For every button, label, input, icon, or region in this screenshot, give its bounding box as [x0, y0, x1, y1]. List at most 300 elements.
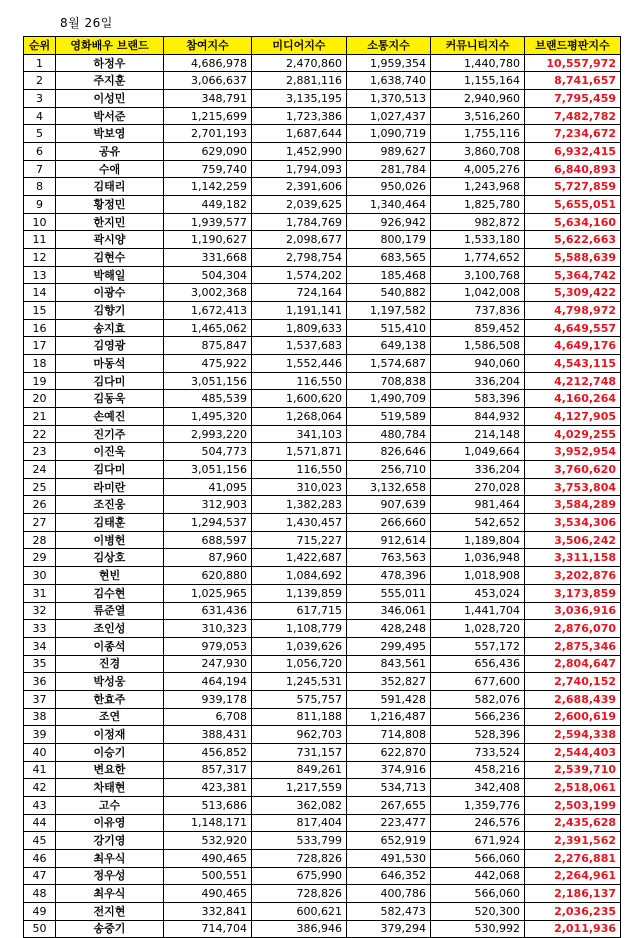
table-row — [24, 355, 621, 373]
brand-name-cell: 최우식 — [56, 885, 164, 903]
brand-name-cell: 김현수 — [56, 249, 164, 267]
brand-reputation-cell: 2,804,647 — [525, 655, 621, 673]
participation-cell: 1,190,627 — [164, 231, 252, 249]
community-cell: 246,576 — [431, 814, 525, 832]
media-cell: 2,391,606 — [252, 178, 347, 196]
brand-reputation-cell: 5,655,051 — [525, 196, 621, 214]
brand-name-cell: 조진웅 — [56, 496, 164, 514]
communication-cell: 515,410 — [347, 319, 431, 337]
brand-reputation-cell: 10,557,972 — [525, 54, 621, 72]
community-cell: 530,992 — [431, 920, 525, 938]
brand-reputation-cell: 4,127,905 — [525, 408, 621, 426]
community-cell: 3,516,260 — [431, 107, 525, 125]
communication-cell: 346,061 — [347, 602, 431, 620]
rank-cell: 2 — [24, 72, 56, 90]
participation-cell: 490,465 — [164, 849, 252, 867]
brand-name-cell: 공유 — [56, 143, 164, 161]
community-cell: 981,464 — [431, 496, 525, 514]
brand-name-cell: 정우성 — [56, 867, 164, 885]
brand-reputation-cell: 5,588,639 — [525, 249, 621, 267]
brand-name-cell: 전지현 — [56, 902, 164, 920]
communication-cell: 926,942 — [347, 213, 431, 231]
brand-reputation-cell: 5,622,663 — [525, 231, 621, 249]
communication-cell: 622,870 — [347, 743, 431, 761]
participation-cell: 1,495,320 — [164, 408, 252, 426]
communication-cell: 1,197,582 — [347, 302, 431, 320]
table-row — [24, 726, 621, 744]
table-row — [24, 920, 621, 938]
brand-reputation-cell: 3,311,158 — [525, 549, 621, 567]
brand-name-cell: 조인성 — [56, 620, 164, 638]
report-date: 8월 26일 — [60, 16, 113, 30]
media-cell: 817,404 — [252, 814, 347, 832]
participation-cell: 3,002,368 — [164, 284, 252, 302]
communication-cell: 428,248 — [347, 620, 431, 638]
header-media: 미디어지수 — [252, 37, 347, 55]
rank-cell: 20 — [24, 390, 56, 408]
participation-cell: 348,791 — [164, 90, 252, 108]
brand-reputation-cell: 2,435,628 — [525, 814, 621, 832]
rank-cell: 43 — [24, 796, 56, 814]
community-cell: 2,940,960 — [431, 90, 525, 108]
rank-cell: 32 — [24, 602, 56, 620]
participation-cell: 3,066,637 — [164, 72, 252, 90]
media-cell: 724,164 — [252, 284, 347, 302]
community-cell: 214,148 — [431, 425, 525, 443]
brand-reputation-cell: 7,795,459 — [525, 90, 621, 108]
table-row — [24, 567, 621, 585]
rank-cell: 12 — [24, 249, 56, 267]
media-cell: 617,715 — [252, 602, 347, 620]
brand-reputation-cell: 4,160,264 — [525, 390, 621, 408]
communication-cell: 912,614 — [347, 531, 431, 549]
participation-cell: 979,053 — [164, 637, 252, 655]
rank-cell: 42 — [24, 779, 56, 797]
table-row — [24, 213, 621, 231]
table-row — [24, 337, 621, 355]
media-cell: 1,809,633 — [252, 319, 347, 337]
brand-reputation-cell: 2,518,061 — [525, 779, 621, 797]
media-cell: 1,056,720 — [252, 655, 347, 673]
table-row — [24, 620, 621, 638]
brand-name-cell: 차태현 — [56, 779, 164, 797]
participation-cell: 1,465,062 — [164, 319, 252, 337]
community-cell: 1,189,804 — [431, 531, 525, 549]
brand-reputation-cell: 7,482,782 — [525, 107, 621, 125]
participation-cell: 6,708 — [164, 708, 252, 726]
communication-cell: 907,639 — [347, 496, 431, 514]
table-row — [24, 690, 621, 708]
communication-cell: 555,011 — [347, 584, 431, 602]
community-cell: 733,524 — [431, 743, 525, 761]
table-row — [24, 54, 621, 72]
rank-cell: 34 — [24, 637, 56, 655]
communication-cell: 281,784 — [347, 160, 431, 178]
rank-cell: 17 — [24, 337, 56, 355]
brand-reputation-cell: 7,234,672 — [525, 125, 621, 143]
rank-cell: 29 — [24, 549, 56, 567]
communication-cell: 1,959,354 — [347, 54, 431, 72]
brand-name-cell: 손예진 — [56, 408, 164, 426]
participation-cell: 532,920 — [164, 832, 252, 850]
communication-cell: 400,786 — [347, 885, 431, 903]
table-row — [24, 160, 621, 178]
brand-reputation-cell: 4,649,557 — [525, 319, 621, 337]
communication-cell: 379,294 — [347, 920, 431, 938]
header-brand-reputation: 브랜드평판지수 — [525, 37, 621, 55]
rank-cell: 39 — [24, 726, 56, 744]
communication-cell: 1,638,740 — [347, 72, 431, 90]
media-cell: 1,430,457 — [252, 514, 347, 532]
brand-name-cell: 이유영 — [56, 814, 164, 832]
brand-reputation-cell: 2,876,070 — [525, 620, 621, 638]
brand-name-cell: 김태훈 — [56, 514, 164, 532]
community-cell: 844,932 — [431, 408, 525, 426]
media-cell: 116,550 — [252, 461, 347, 479]
brand-name-cell: 송지효 — [56, 319, 164, 337]
table-header-row — [24, 37, 621, 55]
media-cell: 2,470,860 — [252, 54, 347, 72]
brand-reputation-cell: 3,952,954 — [525, 443, 621, 461]
brand-reputation-cell: 3,584,289 — [525, 496, 621, 514]
table-row — [24, 761, 621, 779]
rank-cell: 3 — [24, 90, 56, 108]
media-cell: 675,990 — [252, 867, 347, 885]
media-cell: 1,245,531 — [252, 673, 347, 691]
participation-cell: 504,773 — [164, 443, 252, 461]
brand-reputation-cell: 2,011,936 — [525, 920, 621, 938]
rank-cell: 21 — [24, 408, 56, 426]
brand-name-cell: 황정민 — [56, 196, 164, 214]
brand-name-cell: 현빈 — [56, 567, 164, 585]
communication-cell: 223,477 — [347, 814, 431, 832]
brand-name-cell: 김동욱 — [56, 390, 164, 408]
communication-cell: 267,655 — [347, 796, 431, 814]
brand-reputation-cell: 3,036,916 — [525, 602, 621, 620]
community-cell: 1,440,780 — [431, 54, 525, 72]
community-cell: 1,155,164 — [431, 72, 525, 90]
brand-name-cell: 조연 — [56, 708, 164, 726]
participation-cell: 388,431 — [164, 726, 252, 744]
media-cell: 341,103 — [252, 425, 347, 443]
community-cell: 671,924 — [431, 832, 525, 850]
communication-cell: 646,352 — [347, 867, 431, 885]
brand-reputation-cell: 6,932,415 — [525, 143, 621, 161]
brand-reputation-cell: 2,600,619 — [525, 708, 621, 726]
participation-cell: 3,051,156 — [164, 372, 252, 390]
table-row — [24, 372, 621, 390]
media-cell: 1,217,559 — [252, 779, 347, 797]
communication-cell: 480,784 — [347, 425, 431, 443]
table-row — [24, 496, 621, 514]
media-cell: 2,881,116 — [252, 72, 347, 90]
communication-cell: 582,473 — [347, 902, 431, 920]
communication-cell: 826,646 — [347, 443, 431, 461]
table-row — [24, 796, 621, 814]
rank-cell: 15 — [24, 302, 56, 320]
community-cell: 1,018,908 — [431, 567, 525, 585]
brand-name-cell: 이정재 — [56, 726, 164, 744]
rank-cell: 11 — [24, 231, 56, 249]
media-cell: 1,574,202 — [252, 266, 347, 284]
communication-cell: 491,530 — [347, 849, 431, 867]
table-row — [24, 902, 621, 920]
table-row — [24, 779, 621, 797]
media-cell: 362,082 — [252, 796, 347, 814]
table-row — [24, 708, 621, 726]
community-cell: 270,028 — [431, 478, 525, 496]
communication-cell: 683,565 — [347, 249, 431, 267]
table-row — [24, 266, 621, 284]
participation-cell: 331,668 — [164, 249, 252, 267]
brand-reputation-cell: 5,634,160 — [525, 213, 621, 231]
rank-cell: 28 — [24, 531, 56, 549]
brand-name-cell: 박해일 — [56, 266, 164, 284]
participation-cell: 464,194 — [164, 673, 252, 691]
table-row — [24, 743, 621, 761]
communication-cell: 989,627 — [347, 143, 431, 161]
brand-name-cell: 이광수 — [56, 284, 164, 302]
header-participation: 참여지수 — [164, 37, 252, 55]
media-cell: 1,552,446 — [252, 355, 347, 373]
participation-cell: 620,880 — [164, 567, 252, 585]
community-cell: 342,408 — [431, 779, 525, 797]
brand-name-cell: 수애 — [56, 160, 164, 178]
rank-cell: 46 — [24, 849, 56, 867]
communication-cell: 519,589 — [347, 408, 431, 426]
communication-cell: 1,090,719 — [347, 125, 431, 143]
communication-cell: 352,827 — [347, 673, 431, 691]
rank-cell: 8 — [24, 178, 56, 196]
rank-cell: 33 — [24, 620, 56, 638]
brand-name-cell: 주지훈 — [56, 72, 164, 90]
brand-name-cell: 한효주 — [56, 690, 164, 708]
table-row — [24, 302, 621, 320]
brand-name-cell: 이진욱 — [56, 443, 164, 461]
rank-cell: 16 — [24, 319, 56, 337]
community-cell: 1,586,508 — [431, 337, 525, 355]
brand-name-cell: 박성웅 — [56, 673, 164, 691]
header-community: 커뮤니티지수 — [431, 37, 525, 55]
communication-cell: 1,370,513 — [347, 90, 431, 108]
rank-cell: 7 — [24, 160, 56, 178]
rank-cell: 14 — [24, 284, 56, 302]
communication-cell: 763,563 — [347, 549, 431, 567]
communication-cell: 652,919 — [347, 832, 431, 850]
communication-cell: 591,428 — [347, 690, 431, 708]
communication-cell: 649,138 — [347, 337, 431, 355]
participation-cell: 688,597 — [164, 531, 252, 549]
table-row — [24, 885, 621, 903]
media-cell: 3,135,195 — [252, 90, 347, 108]
media-cell: 116,550 — [252, 372, 347, 390]
brand-name-cell: 김수현 — [56, 584, 164, 602]
brand-name-cell: 하정우 — [56, 54, 164, 72]
table-row — [24, 832, 621, 850]
rank-cell: 24 — [24, 461, 56, 479]
participation-cell: 939,178 — [164, 690, 252, 708]
table-row — [24, 143, 621, 161]
brand-name-cell: 라미란 — [56, 478, 164, 496]
participation-cell: 513,686 — [164, 796, 252, 814]
media-cell: 600,621 — [252, 902, 347, 920]
brand-reputation-cell: 5,309,422 — [525, 284, 621, 302]
media-cell: 310,023 — [252, 478, 347, 496]
brand-reputation-cell: 5,364,742 — [525, 266, 621, 284]
media-cell: 575,757 — [252, 690, 347, 708]
brand-reputation-cell: 3,753,804 — [525, 478, 621, 496]
rank-cell: 19 — [24, 372, 56, 390]
participation-cell: 1,025,965 — [164, 584, 252, 602]
table-row — [24, 231, 621, 249]
communication-cell: 3,132,658 — [347, 478, 431, 496]
rank-cell: 41 — [24, 761, 56, 779]
header-brand: 영화배우 브랜드 — [56, 37, 164, 55]
media-cell: 1,723,386 — [252, 107, 347, 125]
community-cell: 982,872 — [431, 213, 525, 231]
brand-reputation-cell: 8,741,657 — [525, 72, 621, 90]
participation-cell: 1,148,171 — [164, 814, 252, 832]
participation-cell: 1,215,699 — [164, 107, 252, 125]
community-cell: 528,396 — [431, 726, 525, 744]
community-cell: 737,836 — [431, 302, 525, 320]
community-cell: 336,204 — [431, 372, 525, 390]
brand-name-cell: 김다미 — [56, 461, 164, 479]
participation-cell: 4,686,978 — [164, 54, 252, 72]
participation-cell: 1,294,537 — [164, 514, 252, 532]
rank-cell: 6 — [24, 143, 56, 161]
communication-cell: 478,396 — [347, 567, 431, 585]
communication-cell: 1,490,709 — [347, 390, 431, 408]
community-cell: 566,236 — [431, 708, 525, 726]
media-cell: 2,798,754 — [252, 249, 347, 267]
community-cell: 520,300 — [431, 902, 525, 920]
rank-cell: 47 — [24, 867, 56, 885]
brand-name-cell: 진기주 — [56, 425, 164, 443]
media-cell: 728,826 — [252, 849, 347, 867]
participation-cell: 490,465 — [164, 885, 252, 903]
table-row — [24, 425, 621, 443]
table-row — [24, 178, 621, 196]
media-cell: 1,139,859 — [252, 584, 347, 602]
brand-name-cell: 최우식 — [56, 849, 164, 867]
participation-cell: 2,701,193 — [164, 125, 252, 143]
participation-cell: 500,551 — [164, 867, 252, 885]
participation-cell: 3,051,156 — [164, 461, 252, 479]
community-cell: 1,028,720 — [431, 620, 525, 638]
table-row — [24, 584, 621, 602]
participation-cell: 423,381 — [164, 779, 252, 797]
brand-name-cell: 강기영 — [56, 832, 164, 850]
brand-reputation-cell: 2,539,710 — [525, 761, 621, 779]
brand-reputation-cell: 6,840,893 — [525, 160, 621, 178]
participation-cell: 504,304 — [164, 266, 252, 284]
rank-cell: 38 — [24, 708, 56, 726]
rank-cell: 26 — [24, 496, 56, 514]
media-cell: 731,157 — [252, 743, 347, 761]
brand-name-cell: 김향기 — [56, 302, 164, 320]
communication-cell: 299,495 — [347, 637, 431, 655]
community-cell: 566,060 — [431, 849, 525, 867]
communication-cell: 843,561 — [347, 655, 431, 673]
brand-name-cell: 고수 — [56, 796, 164, 814]
brand-name-cell: 변요한 — [56, 761, 164, 779]
community-cell: 4,005,276 — [431, 160, 525, 178]
participation-cell: 631,436 — [164, 602, 252, 620]
community-cell: 1,359,776 — [431, 796, 525, 814]
table-row — [24, 125, 621, 143]
media-cell: 1,794,093 — [252, 160, 347, 178]
table-row — [24, 107, 621, 125]
table-row — [24, 655, 621, 673]
community-cell: 3,860,708 — [431, 143, 525, 161]
community-cell: 1,042,008 — [431, 284, 525, 302]
participation-cell: 875,847 — [164, 337, 252, 355]
media-cell: 811,188 — [252, 708, 347, 726]
rank-cell: 31 — [24, 584, 56, 602]
rank-cell: 48 — [24, 885, 56, 903]
communication-cell: 256,710 — [347, 461, 431, 479]
table-row — [24, 443, 621, 461]
brand-reputation-cell: 2,875,346 — [525, 637, 621, 655]
community-cell: 582,076 — [431, 690, 525, 708]
rank-cell: 37 — [24, 690, 56, 708]
table-row — [24, 408, 621, 426]
header-communication: 소통지수 — [347, 37, 431, 55]
rank-cell: 5 — [24, 125, 56, 143]
brand-reputation-cell: 2,264,961 — [525, 867, 621, 885]
brand-reputation-cell: 4,029,255 — [525, 425, 621, 443]
community-cell: 859,452 — [431, 319, 525, 337]
header-rank: 순위 — [24, 37, 56, 55]
participation-cell: 310,323 — [164, 620, 252, 638]
community-cell: 1,774,652 — [431, 249, 525, 267]
rank-cell: 13 — [24, 266, 56, 284]
table-row — [24, 531, 621, 549]
rank-cell: 50 — [24, 920, 56, 938]
brand-reputation-cell: 2,594,338 — [525, 726, 621, 744]
participation-cell: 714,704 — [164, 920, 252, 938]
table-row — [24, 478, 621, 496]
brand-reputation-cell: 4,798,972 — [525, 302, 621, 320]
communication-cell: 1,027,437 — [347, 107, 431, 125]
media-cell: 1,084,692 — [252, 567, 347, 585]
community-cell: 453,024 — [431, 584, 525, 602]
community-cell: 336,204 — [431, 461, 525, 479]
rank-cell: 40 — [24, 743, 56, 761]
media-cell: 962,703 — [252, 726, 347, 744]
participation-cell: 485,539 — [164, 390, 252, 408]
table-row — [24, 90, 621, 108]
brand-name-cell: 곽시양 — [56, 231, 164, 249]
table-row — [24, 814, 621, 832]
community-cell: 1,441,704 — [431, 602, 525, 620]
brand-name-cell: 김태리 — [56, 178, 164, 196]
media-cell: 1,108,779 — [252, 620, 347, 638]
brand-reputation-cell: 2,688,439 — [525, 690, 621, 708]
rank-cell: 45 — [24, 832, 56, 850]
rank-cell: 35 — [24, 655, 56, 673]
media-cell: 1,039,626 — [252, 637, 347, 655]
participation-cell: 759,740 — [164, 160, 252, 178]
media-cell: 715,227 — [252, 531, 347, 549]
brand-name-cell: 송중기 — [56, 920, 164, 938]
media-cell: 1,571,871 — [252, 443, 347, 461]
communication-cell: 185,468 — [347, 266, 431, 284]
brand-name-cell: 이병헌 — [56, 531, 164, 549]
brand-name-cell: 이성민 — [56, 90, 164, 108]
participation-cell: 312,903 — [164, 496, 252, 514]
